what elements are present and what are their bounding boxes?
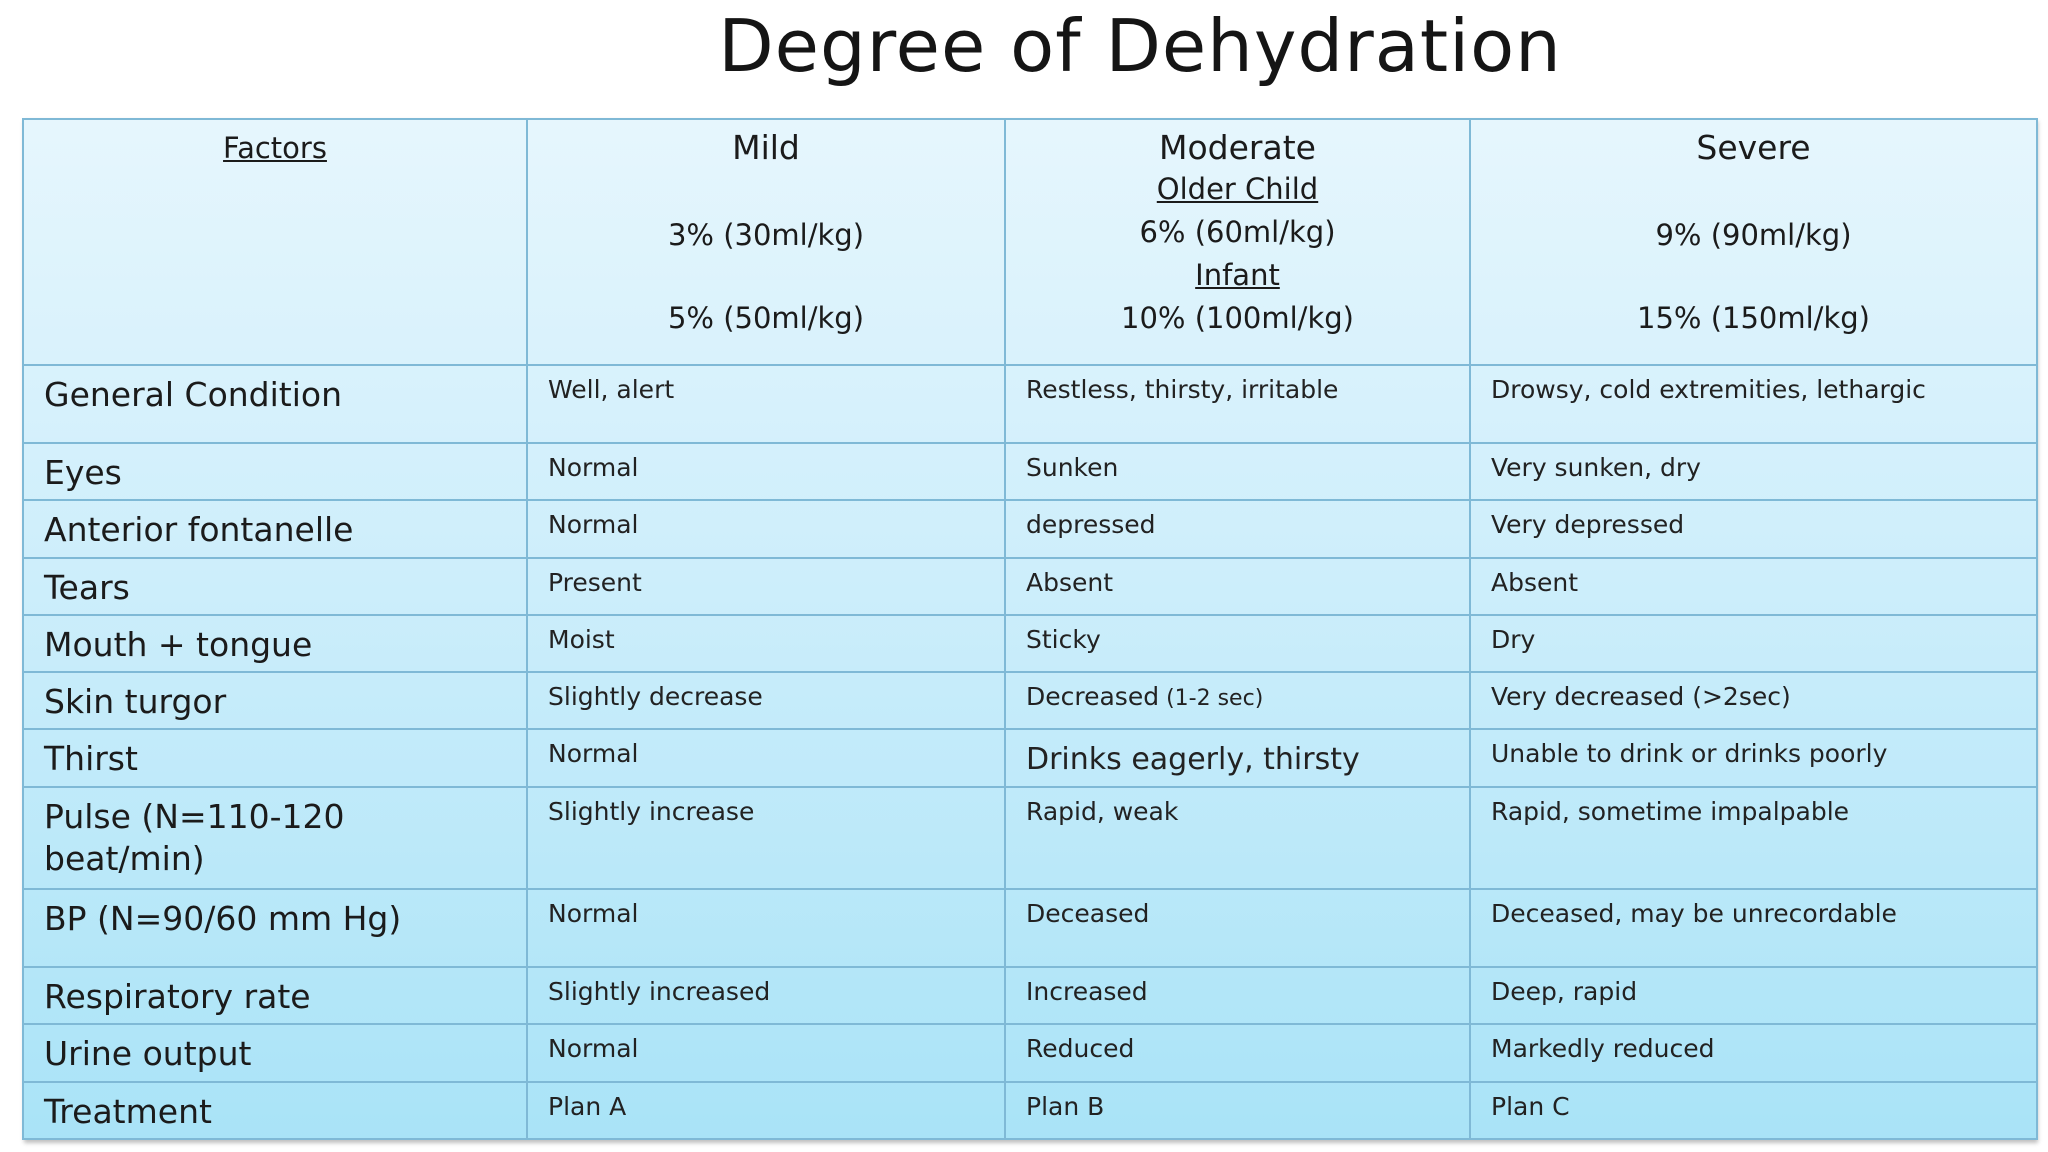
mild-tears: Present bbox=[527, 558, 1005, 615]
moderate-thirst: Drinks eagerly, thirsty bbox=[1005, 729, 1470, 786]
table-row bbox=[23, 443, 2037, 500]
table-row bbox=[23, 967, 2037, 1024]
factor-respiratory-rate: Respiratory rate bbox=[23, 967, 527, 1024]
dehydration-table bbox=[22, 118, 2038, 1140]
mild-urine-output: Normal bbox=[527, 1024, 1005, 1081]
severe-older-value: 9% (90ml/kg) bbox=[1655, 218, 1852, 252]
slide-title: Degree of Dehydration bbox=[718, 4, 1562, 88]
moderate-infant-label: Infant bbox=[1195, 258, 1280, 292]
table-row bbox=[23, 365, 2037, 443]
factor-general-condition: General Condition bbox=[23, 365, 527, 443]
moderate-anterior-fontanelle: depressed bbox=[1005, 500, 1470, 557]
header-mild bbox=[527, 119, 1005, 365]
moderate-skin-turgor bbox=[1005, 672, 1470, 729]
table-row bbox=[23, 729, 2037, 786]
severe-anterior-fontanelle: Very depressed bbox=[1470, 500, 2037, 557]
factor-skin-turgor: Skin turgor bbox=[23, 672, 527, 729]
mild-anterior-fontanelle: Normal bbox=[527, 500, 1005, 557]
table-row bbox=[23, 1024, 2037, 1081]
mild-mouth-tongue: Moist bbox=[527, 615, 1005, 672]
header-row bbox=[23, 119, 2037, 365]
dehydration-table-container bbox=[22, 118, 2036, 1140]
moderate-urine-output: Reduced bbox=[1005, 1024, 1470, 1081]
factor-treatment: Treatment bbox=[23, 1082, 527, 1139]
moderate-tears: Absent bbox=[1005, 558, 1470, 615]
moderate-skin-turgor-detail: (1-2 sec) bbox=[1159, 686, 1264, 712]
moderate-skin-turgor-main: Decreased bbox=[1026, 682, 1160, 712]
moderate-eyes: Sunken bbox=[1005, 443, 1470, 500]
severe-eyes: Very sunken, dry bbox=[1470, 443, 2037, 500]
factor-eyes: Eyes bbox=[23, 443, 527, 500]
moderate-general-condition: Restless, thirsty, irritable bbox=[1005, 365, 1470, 443]
moderate-bp: Deceased bbox=[1005, 889, 1470, 967]
severe-heading: Severe bbox=[1696, 128, 1811, 167]
table-row bbox=[23, 615, 2037, 672]
mild-skin-turgor: Slightly decrease bbox=[527, 672, 1005, 729]
moderate-treatment: Plan B bbox=[1005, 1082, 1470, 1139]
severe-treatment: Plan C bbox=[1470, 1082, 2037, 1139]
mild-older-value: 3% (30ml/kg) bbox=[667, 218, 865, 252]
mild-respiratory-rate: Slightly increased bbox=[527, 967, 1005, 1024]
factor-mouth-tongue: Mouth + tongue bbox=[23, 615, 527, 672]
table-row bbox=[23, 672, 2037, 729]
severe-mouth-tongue: Dry bbox=[1470, 615, 2037, 672]
mild-thirst: Normal bbox=[527, 729, 1005, 786]
factor-pulse-line2: beat/min) bbox=[44, 838, 205, 878]
table-row bbox=[23, 1082, 2037, 1139]
moderate-mouth-tongue: Sticky bbox=[1005, 615, 1470, 672]
header-severe bbox=[1470, 119, 2037, 365]
moderate-heading: Moderate bbox=[1159, 128, 1316, 167]
severe-skin-turgor: Very decreased (>2sec) bbox=[1470, 672, 2037, 729]
factor-pulse bbox=[23, 787, 527, 889]
table-row bbox=[23, 889, 2037, 967]
moderate-respiratory-rate: Increased bbox=[1005, 967, 1470, 1024]
table-row bbox=[23, 558, 2037, 615]
mild-treatment: Plan A bbox=[527, 1082, 1005, 1139]
table-row bbox=[23, 500, 2037, 557]
severe-infant-value: 15% (150ml/kg) bbox=[1637, 301, 1870, 335]
factors-heading: Factors bbox=[223, 131, 327, 165]
factor-bp: BP (N=90/60 mm Hg) bbox=[23, 889, 527, 967]
moderate-pulse: Rapid, weak bbox=[1005, 787, 1470, 889]
severe-pulse: Rapid, sometime impalpable bbox=[1470, 787, 2037, 889]
factor-tears: Tears bbox=[23, 558, 527, 615]
factor-urine-output: Urine output bbox=[23, 1024, 527, 1081]
mild-pulse: Slightly increase bbox=[527, 787, 1005, 889]
factor-thirst: Thirst bbox=[23, 729, 527, 786]
mild-heading: Mild bbox=[732, 128, 800, 167]
header-moderate bbox=[1005, 119, 1470, 365]
severe-respiratory-rate: Deep, rapid bbox=[1470, 967, 2037, 1024]
factor-pulse-line1: Pulse (N=110-120 bbox=[44, 796, 345, 836]
mild-eyes: Normal bbox=[527, 443, 1005, 500]
factor-anterior-fontanelle: Anterior fontanelle bbox=[23, 500, 527, 557]
severe-bp: Deceased, may be unrecordable bbox=[1470, 889, 2037, 967]
mild-bp: Normal bbox=[527, 889, 1005, 967]
severe-tears: Absent bbox=[1470, 558, 2037, 615]
severe-general-condition: Drowsy, cold extremities, lethargic bbox=[1470, 365, 2037, 443]
header-factors bbox=[23, 119, 527, 365]
moderate-infant-value: 10% (100ml/kg) bbox=[1121, 301, 1354, 335]
mild-general-condition: Well, alert bbox=[527, 365, 1005, 443]
severe-urine-output: Markedly reduced bbox=[1470, 1024, 2037, 1081]
table-row bbox=[23, 787, 2037, 889]
moderate-older-value: 6% (60ml/kg) bbox=[1139, 215, 1336, 249]
mild-infant-value: 5% (50ml/kg) bbox=[667, 301, 865, 335]
moderate-older-child-label: Older Child bbox=[1156, 172, 1319, 206]
severe-thirst: Unable to drink or drinks poorly bbox=[1470, 729, 2037, 786]
